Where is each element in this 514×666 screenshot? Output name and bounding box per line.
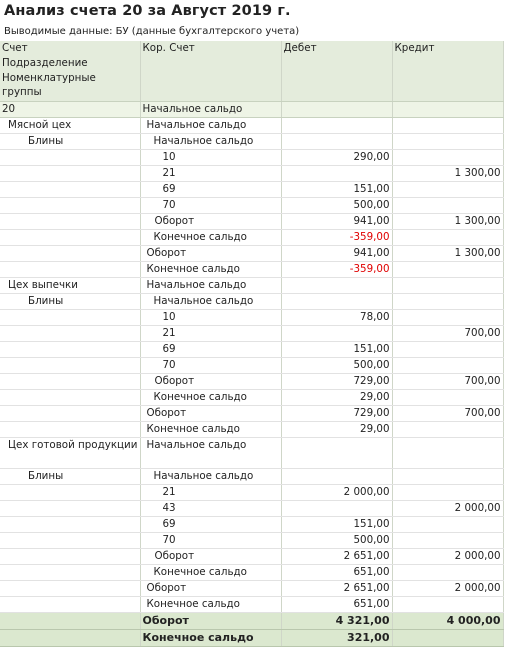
credit-cell: 2 000,00 [392,549,503,565]
corr-account-cell: Оборот [140,214,281,230]
account-cell: Цех выпечки [0,278,140,294]
account-cell [0,342,140,358]
credit-cell [392,469,503,485]
table-row[interactable] [0,517,503,533]
account-cell [0,533,140,549]
corr-account-cell: Конечное сальдо [140,390,281,406]
debit-cell: 2 651,00 [281,581,392,597]
table-header [0,41,503,102]
credit-cell [392,134,503,150]
credit-cell [392,422,503,438]
table-row[interactable] [0,469,503,485]
debit-cell [281,278,392,294]
table-row[interactable] [0,374,503,390]
account-cell [0,549,140,565]
credit-cell [392,597,503,613]
table-row[interactable] [0,166,503,182]
table-row[interactable] [0,230,503,246]
corr-account-cell: 43 [140,501,281,517]
account-cell [0,310,140,326]
table-row[interactable] [0,438,503,469]
table-row[interactable] [0,150,503,166]
debit-cell: 500,00 [281,358,392,374]
account-cell [0,166,140,182]
corr-account-cell: 21 [140,326,281,342]
debit-cell [281,469,392,485]
account-cell [0,198,140,214]
debit-cell: 78,00 [281,310,392,326]
account-analysis-table [0,41,504,647]
account-cell [0,501,140,517]
corr-account-cell: Начальное сальдо [140,469,281,485]
credit-cell [392,102,503,118]
col-header-subdivision: Подразделение [0,56,140,71]
debit-cell: 2 651,00 [281,549,392,565]
debit-cell [281,166,392,182]
table-row[interactable] [0,326,503,342]
credit-cell [392,438,503,469]
corr-account-cell: Начальное сальдо [140,294,281,310]
total-row[interactable] [0,613,503,630]
corr-account-cell: Оборот [140,406,281,422]
corr-account-cell: Начальное сальдо [140,438,281,469]
table-row[interactable] [0,406,503,422]
corr-account-cell: 70 [140,533,281,549]
debit-cell [281,118,392,134]
corr-account-cell: Начальное сальдо [140,118,281,134]
debit-cell: -359,00 [281,262,392,278]
table-row[interactable] [0,182,503,198]
table-row[interactable] [0,198,503,214]
table-row[interactable] [0,390,503,406]
account-cell [0,230,140,246]
debit-cell: -359,00 [281,230,392,246]
account-cell [0,326,140,342]
debit-cell [281,326,392,342]
table-row[interactable] [0,214,503,230]
account-cell [0,358,140,374]
debit-cell: 651,00 [281,597,392,613]
table-row[interactable] [0,278,503,294]
corr-account-cell: 70 [140,198,281,214]
debit-cell: 729,00 [281,406,392,422]
account-cell [0,214,140,230]
total-row[interactable] [0,630,503,647]
corr-account-cell: 69 [140,517,281,533]
report-table-area [0,41,514,666]
account-cell [0,517,140,533]
debit-cell: 29,00 [281,422,392,438]
debit-cell [281,134,392,150]
account-cell: Цех готовой продукции [0,438,140,469]
corr-account-cell: 69 [140,342,281,358]
credit-cell [392,342,503,358]
corr-account-cell: 10 [140,310,281,326]
corr-account-cell: Конечное сальдо [140,230,281,246]
corr-account-cell: Оборот [140,374,281,390]
credit-cell: 1 300,00 [392,214,503,230]
account-cell [0,390,140,406]
account-cell: Мясной цех [0,118,140,134]
total-empty-cell [0,613,140,630]
corr-account-cell: Оборот [140,246,281,262]
table-row[interactable] [0,565,503,581]
total-debit-cell: 321,00 [281,630,392,647]
credit-cell [392,310,503,326]
total-debit-cell: 4 321,00 [281,613,392,630]
debit-cell: 29,00 [281,390,392,406]
account-cell: Блины [0,294,140,310]
total-label-cell: Конечное сальдо [140,630,281,647]
account-cell [0,597,140,613]
debit-cell: 729,00 [281,374,392,390]
corr-account-cell: Начальное сальдо [140,102,281,118]
account-cell [0,150,140,166]
table-row[interactable] [0,501,503,517]
credit-cell [392,118,503,134]
corr-account-cell: Конечное сальдо [140,422,281,438]
debit-cell: 290,00 [281,150,392,166]
table-row[interactable] [0,533,503,549]
credit-cell: 700,00 [392,326,503,342]
credit-cell: 2 000,00 [392,581,503,597]
debit-cell: 2 000,00 [281,485,392,501]
debit-cell [281,501,392,517]
credit-cell [392,565,503,581]
account-cell: 20 [0,102,140,118]
account-cell [0,406,140,422]
corr-account-cell: 10 [140,150,281,166]
total-label-cell: Оборот [140,613,281,630]
credit-cell [392,262,503,278]
credit-cell [392,390,503,406]
debit-cell [281,294,392,310]
table-row[interactable] [0,358,503,374]
debit-cell: 151,00 [281,342,392,358]
credit-cell [392,182,503,198]
credit-cell [392,198,503,214]
debit-cell: 151,00 [281,517,392,533]
credit-cell: 2 000,00 [392,501,503,517]
credit-cell [392,485,503,501]
table-row[interactable] [0,118,503,134]
corr-account-cell: Конечное сальдо [140,565,281,581]
debit-cell: 651,00 [281,565,392,581]
table-row[interactable] [0,134,503,150]
corr-account-cell: Начальное сальдо [140,278,281,294]
debit-cell [281,438,392,469]
credit-cell [392,278,503,294]
table-row[interactable] [0,549,503,565]
credit-cell [392,533,503,549]
account-cell: Блины [0,134,140,150]
credit-cell [392,517,503,533]
total-credit-cell: 4 000,00 [392,613,503,630]
table-row[interactable] [0,294,503,310]
table-row[interactable] [0,485,503,501]
debit-cell [281,102,392,118]
total-credit-cell [392,630,503,647]
table-body [0,102,503,647]
corr-account-cell: 21 [140,166,281,182]
credit-cell: 1 300,00 [392,246,503,262]
report-parameters: Выводимые данные: БУ (данные бухгалтерского учета) [4,26,300,37]
col-header-nomenclature-group: Номенклатурные группы [0,71,140,102]
total-empty-cell [0,630,140,647]
account-cell [0,182,140,198]
account-cell [0,374,140,390]
col-header-credit: Кредит [392,41,503,102]
account-cell [0,246,140,262]
table-row[interactable] [0,262,503,278]
account-cell [0,565,140,581]
account-cell [0,581,140,597]
table-row[interactable] [0,310,503,326]
report-title: Анализ счета 20 за Август 2019 г. [4,3,291,19]
credit-cell: 1 300,00 [392,166,503,182]
credit-cell [392,358,503,374]
debit-cell: 941,00 [281,246,392,262]
debit-cell: 151,00 [281,182,392,198]
credit-cell: 700,00 [392,406,503,422]
credit-cell [392,294,503,310]
table-row[interactable] [0,342,503,358]
table-row[interactable] [0,597,503,613]
table-row[interactable] [0,581,503,597]
corr-account-cell: Оборот [140,549,281,565]
col-header-debit: Дебет [281,41,392,102]
corr-account-cell: 21 [140,485,281,501]
corr-account-cell: Оборот [140,581,281,597]
account-cell: Блины [0,469,140,485]
debit-cell: 500,00 [281,533,392,549]
credit-cell [392,230,503,246]
account-cell [0,485,140,501]
account-cell [0,262,140,278]
corr-account-cell: Конечное сальдо [140,262,281,278]
debit-cell: 941,00 [281,214,392,230]
corr-account-cell: 70 [140,358,281,374]
col-header-corr-account: Кор. Счет [140,41,281,102]
credit-cell [392,150,503,166]
corr-account-cell: 69 [140,182,281,198]
account-cell [0,422,140,438]
debit-cell: 500,00 [281,198,392,214]
corr-account-cell: Конечное сальдо [140,597,281,613]
col-header-account: Счет [0,41,140,56]
corr-account-cell: Начальное сальдо [140,134,281,150]
table-row[interactable] [0,102,503,118]
table-row[interactable] [0,246,503,262]
credit-cell: 700,00 [392,374,503,390]
table-row[interactable] [0,422,503,438]
